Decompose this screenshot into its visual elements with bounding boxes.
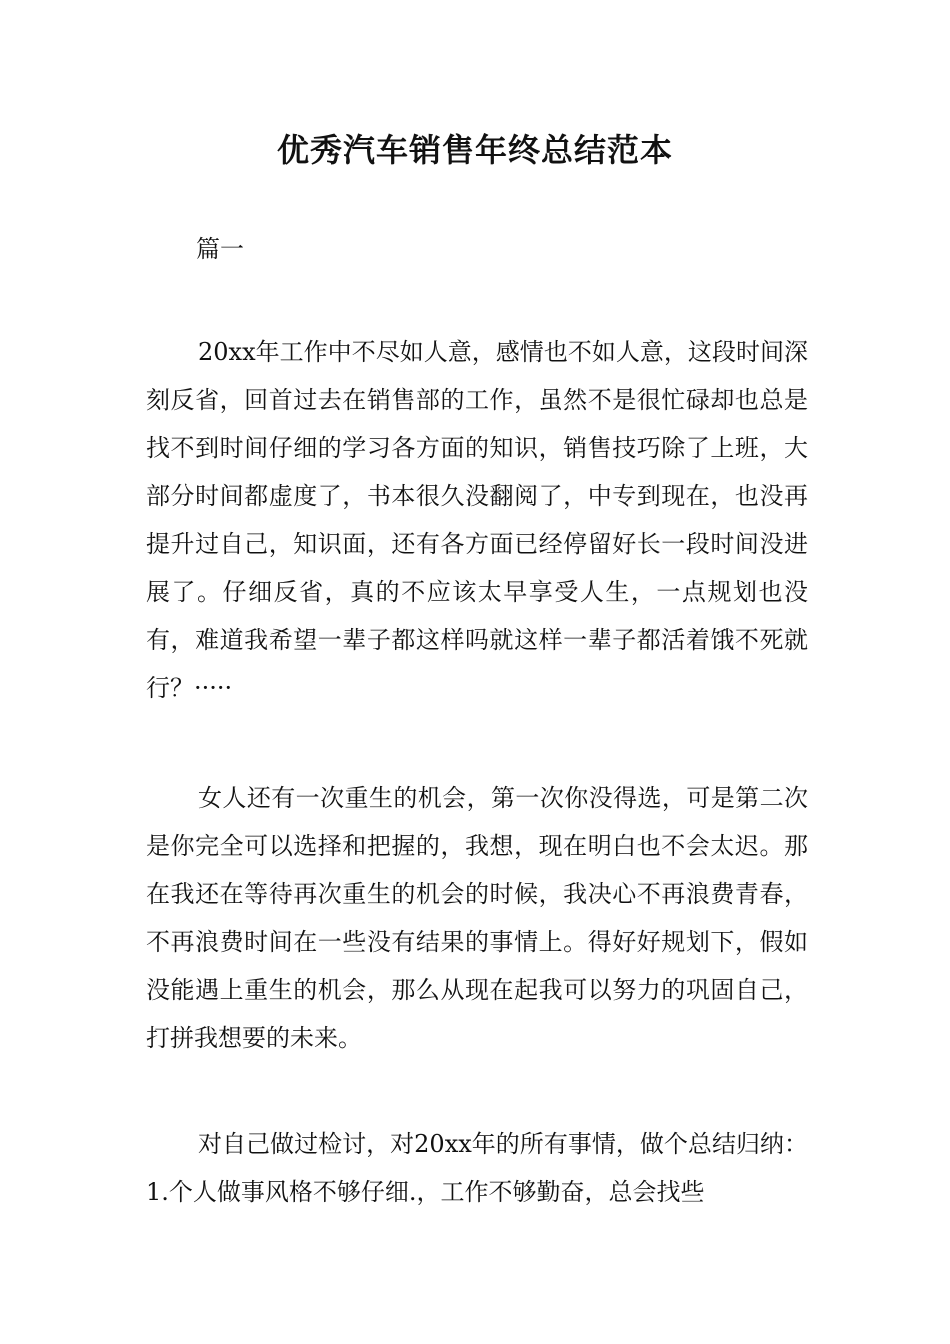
paragraph-1: 20xx年工作中不尽如人意，感情也不如人意，这段时间深刻反省，回首过去在销售部的工作，虽然不是很忙碌却也总是找不到时间仔细的学习各方面的知识，销售技巧除了上班，大部分时间都虚度了，书本很久没翻阅了，中专到现在，也没再提升过自己，知识面，还有各方面已经停留好长一段时间没进展了。仔细反省，真的不应该太早享受人生，一点规划也没有，难道我希望一辈子都这样吗就这样一辈子都活着饿不死就行？·····: [146, 338, 808, 702]
document-title: 优秀汽车销售年终总结范本: [276, 131, 673, 169]
paragraph-3: 对自己做过检讨，对20xx年的所有事情，做个总结归纳：1.个人做事风格不够仔细.，工作不够勤奋，总会找些: [146, 1130, 808, 1206]
section-label: 篇一: [196, 235, 244, 263]
paragraph-2: 女人还有一次重生的机会，第一次你没得选，可是第二次是你完全可以选择和把握的，我想，现在明白也不会太迟。那在我还在等待再次重生的机会的时候，我决心不再浪费青春，不再浪费时间在一些没有结果的事情上。得好好规划下，假如没能遇上重生的机会，那么从现在起我可以努力的巩固自己，打拼我想要的未来。: [146, 784, 808, 1052]
